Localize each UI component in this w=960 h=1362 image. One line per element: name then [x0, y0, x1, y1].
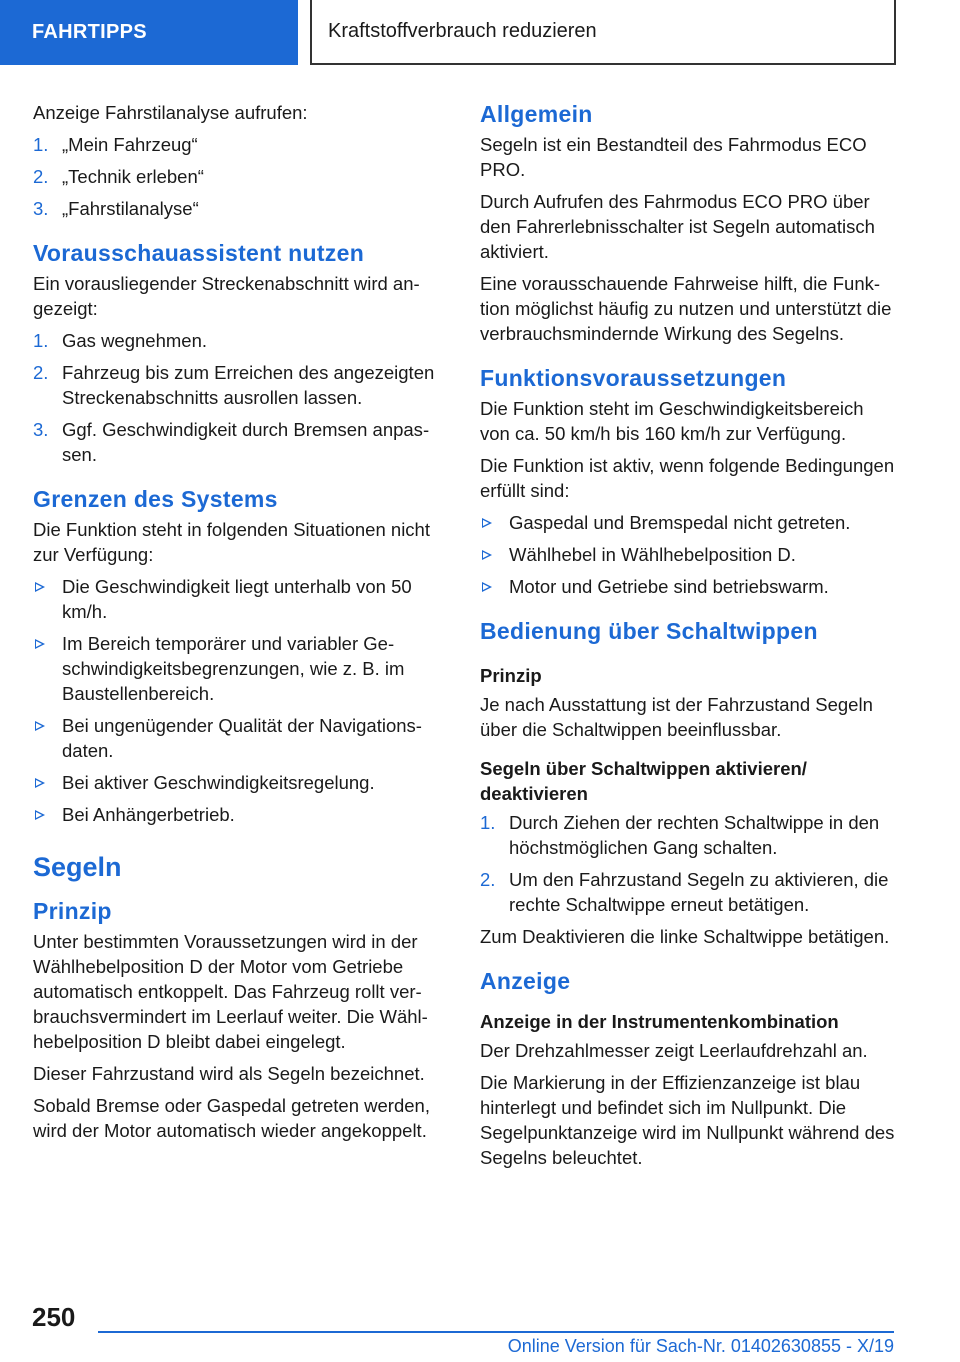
subheading-instrumentenkombination: Anzeige in der Instrumentenkombination	[480, 1011, 839, 1032]
list-item	[33, 574, 449, 624]
intro-text: Anzeige Fahrstilanalyse aufrufen:	[33, 102, 308, 123]
list-item	[480, 867, 898, 917]
page-header-title	[310, 0, 896, 65]
step-number: 1.	[33, 330, 49, 351]
footer-divider	[98, 1331, 894, 1333]
step-number: 1.	[480, 812, 496, 833]
bullet-text: Bei Anhängerbetrieb.	[62, 804, 235, 825]
list-item	[33, 770, 449, 795]
step-text: „Technik erleben“	[62, 166, 204, 187]
heading-grenzen: Grenzen des Systems	[33, 486, 278, 512]
triangle-bullet-icon	[482, 550, 492, 560]
chapter-title: Kraftstoffverbrauch reduzieren	[328, 20, 597, 42]
step-text: Gas wegnehmen.	[62, 330, 208, 351]
bullet-text: Bei aktiver Geschwindigkeitsregelung.	[62, 772, 375, 793]
subheading-prinzip: Prinzip	[480, 665, 542, 686]
paragraph: Durch Aufrufen des Fahrmodus ECO PRO über den Fahrerlebnisschalter ist Segeln automatisch aktiviert.	[480, 191, 875, 262]
list-item	[33, 631, 449, 706]
list-item	[33, 360, 449, 410]
footer-online-version: Online Version für Sach-Nr. 01402630855 - X/19	[507, 1336, 894, 1356]
list-item	[480, 510, 898, 535]
heading-allgemein: Allgemein	[480, 101, 593, 127]
paragraph: Zum Deaktivieren die linke Schaltwippe betätigen.	[480, 926, 890, 947]
triangle-bullet-icon	[35, 721, 45, 731]
list-item	[33, 196, 449, 221]
heading-segeln: Segeln	[33, 852, 122, 882]
paragraph: Je nach Ausstattung ist der Fahrzustand Segeln über die Schaltwippen beeinflussbar.	[480, 694, 873, 740]
bullet-text: Die Geschwindigkeit liegt unterhalb von 50 km/h.	[62, 576, 412, 622]
list-item	[480, 542, 898, 567]
triangle-bullet-icon	[35, 582, 45, 592]
paragraph: Eine vorausschauende Fahrweise hilft, die Funktion möglichst häufig zu nutzen und unterstützt die verbrauchsmindernde Wirkung des Segelns.	[480, 273, 892, 344]
bullet-text: Gaspedal und Bremspedal nicht getreten.	[509, 512, 851, 533]
paragraph: Die Markierung in der Effizienzanzeige ist blau hinterlegt und befindet sich im Nullpunkt. Die Segelpunktanzeige wird im Nullpunkt während des Segelns beleuchtet.	[480, 1072, 895, 1168]
list-item	[480, 574, 898, 599]
subheading-segeln-schaltwippen: Segeln über Schaltwippen aktivieren/ deaktivieren	[480, 758, 807, 804]
heading-vorausschau: Vorausschauassistent nutzen	[33, 240, 365, 266]
section-tab: FAHRTIPPS	[0, 0, 298, 65]
step-number: 3.	[33, 419, 49, 440]
paragraph: Unter bestimmten Voraussetzungen wird in der Wählhebelposition D der Motor vom Getriebe automatisch entkoppelt. Das Fahrzeug rollt verbrauchsvermindert im Leerlauf weiter. Die Wählhebelposition D bleibt dabei eingelegt.	[33, 931, 428, 1052]
triangle-bullet-icon	[35, 778, 45, 788]
triangle-bullet-icon	[35, 639, 45, 649]
triangle-bullet-icon	[482, 518, 492, 528]
right-column	[480, 100, 898, 1177]
page-number: 250	[32, 1302, 76, 1332]
list-item	[33, 713, 449, 763]
paragraph: Die Funktion steht in folgenden Situationen nicht zur Verfügung:	[33, 519, 430, 565]
step-text: Ggf. Geschwindigkeit durch Bremsen anpassen.	[62, 419, 430, 465]
heading-bedienung: Bedienung über Schaltwippen	[480, 618, 818, 644]
step-text: „Mein Fahrzeug“	[62, 134, 198, 155]
bullet-text: Im Bereich temporärer und variabler Geschwindigkeitsbegrenzungen, wie z. B. im Baustellenbereich.	[62, 633, 405, 704]
list-item	[33, 417, 449, 467]
list-item	[33, 164, 449, 189]
step-text: Um den Fahrzustand Segeln zu aktivieren, die rechte Schaltwippe erneut betätigen.	[509, 869, 889, 915]
heading-funktionsvoraussetzungen: Funktionsvoraussetzungen	[480, 365, 787, 391]
list-item	[33, 132, 449, 157]
paragraph: Sobald Bremse oder Gaspedal getreten werden, wird der Motor automatisch wieder angekoppelt.	[33, 1095, 430, 1141]
paragraph: Ein vorausliegender Streckenabschnitt wird angezeigt:	[33, 273, 420, 319]
step-text: Fahrzeug bis zum Erreichen des angezeigten Streckenabschnitts ausrollen lassen.	[62, 362, 435, 408]
bullet-text: Motor und Getriebe sind betriebswarm.	[509, 576, 829, 597]
step-number: 1.	[33, 134, 49, 155]
step-text: Durch Ziehen der rechten Schaltwippe in den höchstmöglichen Gang schalten.	[509, 812, 880, 858]
heading-anzeige: Anzeige	[480, 968, 571, 994]
left-column	[33, 100, 449, 1150]
list-item	[33, 802, 449, 827]
paragraph: Segeln ist ein Bestandteil des Fahrmodus ECO PRO.	[480, 134, 867, 180]
list-item	[33, 328, 449, 353]
list-item	[480, 810, 898, 860]
step-number: 2.	[33, 362, 49, 383]
paragraph: Die Funktion ist aktiv, wenn folgende Bedingungen erfüllt sind:	[480, 455, 895, 501]
step-number: 2.	[33, 166, 49, 187]
step-text: „Fahrstilanalyse“	[62, 198, 199, 219]
paragraph: Der Drehzahlmesser zeigt Leerlaufdrehzahl an.	[480, 1040, 868, 1061]
heading-prinzip: Prinzip	[33, 898, 112, 924]
step-number: 2.	[480, 869, 496, 890]
step-number: 3.	[33, 198, 49, 219]
bullet-text: Bei ungenügender Qualität der Navigationsdaten.	[62, 715, 422, 761]
triangle-bullet-icon	[482, 582, 492, 592]
paragraph: Dieser Fahrzustand wird als Segeln bezeichnet.	[33, 1063, 425, 1084]
bullet-text: Wählhebel in Wählhebelposition D.	[509, 544, 796, 565]
triangle-bullet-icon	[35, 810, 45, 820]
paragraph: Die Funktion steht im Geschwindigkeitsbereich von ca. 50 km/h bis 160 km/h zur Verfügung.	[480, 398, 864, 444]
